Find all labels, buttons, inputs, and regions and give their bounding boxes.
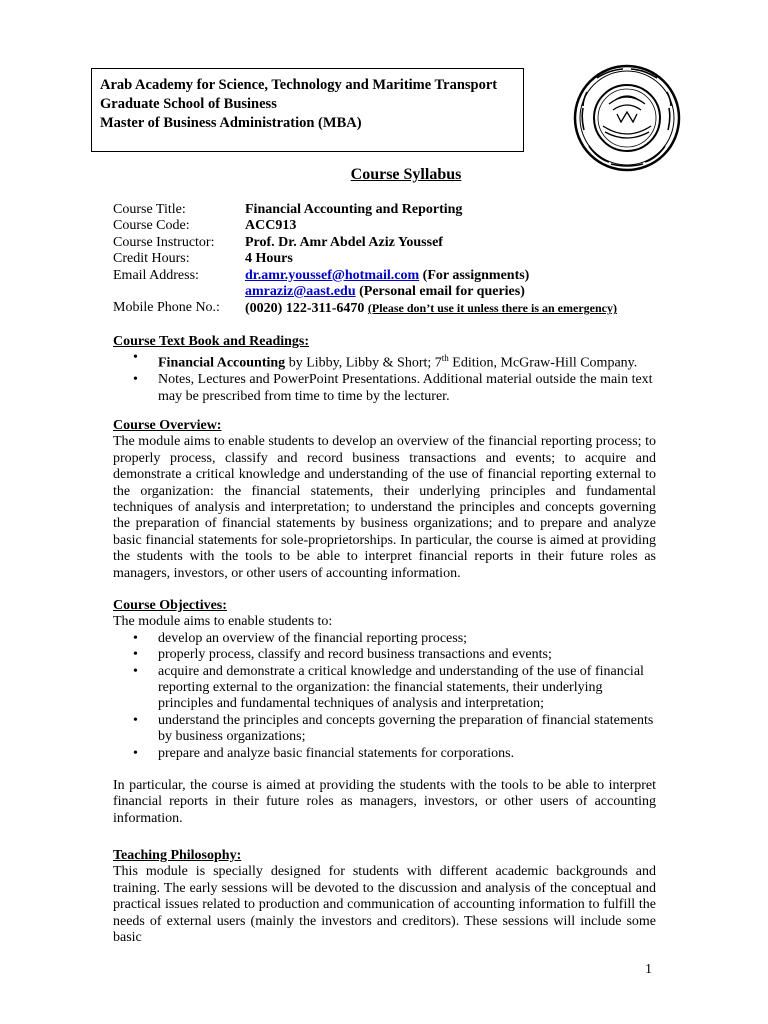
objectives-section	[113, 598, 656, 827]
course-instructor-row	[113, 235, 617, 251]
course-code-label: Course Code:	[113, 218, 190, 234]
objectives-heading: Course Objectives:	[113, 598, 227, 613]
list-item: • acquire and demonstrate a critical knowledge and understanding of the use of financial reporting external to the organization: the financial statements, their underlying principles and fundamental techniques of analysis and interpretation;	[113, 664, 656, 713]
edition-superscript: th	[441, 353, 449, 364]
assignments-email-link[interactable]: dr.amr.youssef@hotmail.com	[245, 267, 420, 283]
email-row	[113, 268, 617, 284]
philosophy-text: This module is specially designed for students with different academic backgrounds and training. The early sessions will be devoted to the discussion and analysis of the conceptual and practical issues related to production and communication of accounting information to fulfill the needs of external users (mainly the investors and creditors). These sessions will include some basic	[113, 864, 656, 946]
course-instructor-label: Course Instructor:	[113, 234, 215, 250]
objectives-intro: The module aims to enable students to:	[113, 614, 333, 630]
personal-email-note: (Personal email for queries)	[355, 284, 525, 300]
overview-section	[113, 418, 656, 582]
credit-hours-label: Credit Hours:	[113, 251, 190, 267]
textbook-publisher: Edition, McGraw-Hill Company.	[448, 356, 638, 372]
syllabus-title: Course Syllabus	[350, 166, 462, 183]
credit-hours-value: 4 Hours	[245, 251, 293, 267]
textbook-authors: by Libby, Libby & Short; 7	[285, 356, 442, 372]
email-row-2	[113, 284, 617, 300]
credit-hours-row	[113, 251, 617, 267]
list-item: • develop an overview of the financial reporting process;	[113, 631, 656, 647]
objectives-closing: In particular, the course is aimed at providing the students with the tools to be able to interpret financial reports in their future roles as managers, investors, or other users of accounting information.	[113, 778, 656, 826]
course-title-row	[113, 202, 617, 218]
overview-heading: Course Overview:	[113, 418, 222, 433]
school-name: Graduate School of Business	[100, 96, 277, 112]
assignments-email-note: (For assignments)	[419, 267, 530, 283]
academy-seal-logo	[573, 64, 681, 172]
textbook-title: Financial Accounting	[158, 356, 286, 372]
page-number: 1	[645, 962, 652, 977]
phone-label: Mobile Phone No.:	[113, 300, 220, 316]
course-info-block	[113, 202, 617, 318]
philosophy-section	[113, 848, 656, 946]
phone-note: (Please don’t use it unless there is an emergency)	[367, 301, 617, 316]
course-code-row	[113, 218, 617, 234]
list-item: • prepare and analyze basic financial statements for corporations.	[113, 746, 656, 762]
course-instructor-value: Prof. Dr. Amr Abdel Aziz Youssef	[245, 234, 443, 250]
textbook-heading: Course Text Book and Readings:	[113, 334, 310, 349]
list-item	[113, 350, 656, 372]
course-title-value: Financial Accounting and Reporting	[245, 202, 463, 217]
textbook-section	[113, 334, 656, 405]
institution-name: Arab Academy for Science, Technology and Maritime Transport	[100, 77, 498, 93]
list-item: • Notes, Lectures and PowerPoint Presentations. Additional material outside the main text may be prescribed from time to time by the lecturer.	[113, 372, 656, 405]
overview-text: The module aims to enable students to develop an overview of the financial reporting process; to properly process, classify and record business transactions and events; to acquire and demonstrate a critical knowledge and understanding of the use of financial reporting external to the organization: the financial statements, their underlying principles and fundamental techniques of analysis and interpretation; to understand the principles and concepts governing the preparation of financial statements by business organizations; and to prepare and analyze basic financial statements for sole-proprietorships. In particular, the course is aimed at providing the students with the tools to be able to interpret financial reports in their future roles as managers, investors, or other users of accounting information.	[113, 434, 656, 581]
list-item: • properly process, classify and record business transactions and events;	[113, 647, 656, 663]
textbook-list	[113, 350, 656, 405]
phone-row	[113, 300, 617, 317]
institution-header-box	[91, 68, 524, 152]
list-item: • understand the principles and concepts governing the preparation of financial statements by business organizations;	[113, 713, 656, 746]
course-title-label: Course Title:	[113, 202, 186, 217]
personal-email-link[interactable]: amraziz@aast.edu	[245, 284, 356, 300]
program-name: Master of Business Administration (MBA)	[100, 115, 362, 131]
course-code-value: ACC913	[245, 218, 297, 234]
email-label: Email Address:	[113, 267, 199, 283]
phone-value: (0020) 122-311-6470	[245, 301, 365, 317]
objectives-list	[113, 631, 656, 762]
philosophy-heading: Teaching Philosophy:	[113, 848, 242, 863]
